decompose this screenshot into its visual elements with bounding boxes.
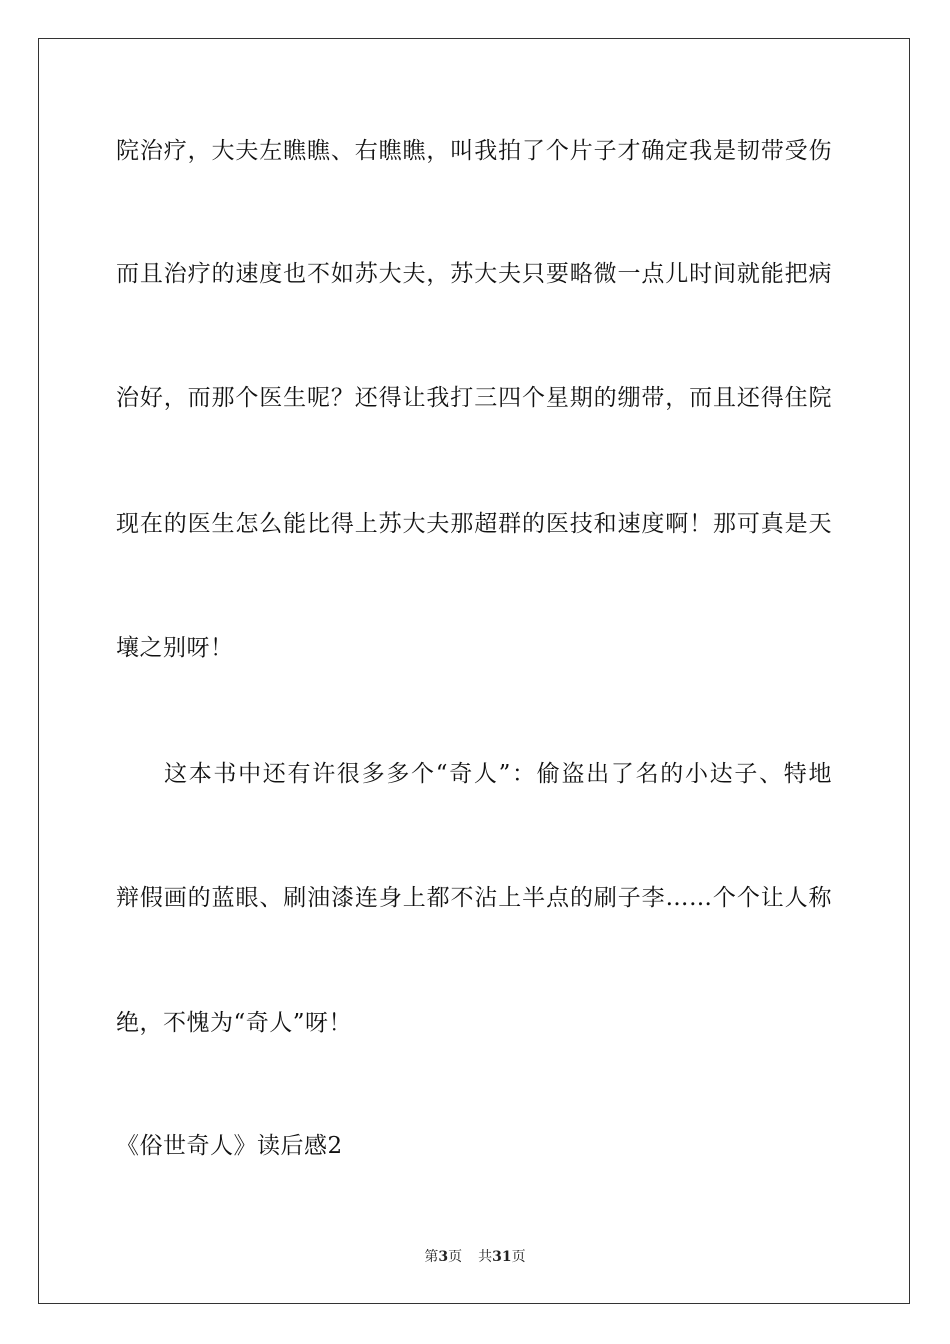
page-border [38,38,910,1304]
footer-total-suffix: 页 [511,1249,526,1265]
footer-total-prefix: 共 [478,1249,493,1265]
body-line-4: 现在的医生怎么能比得上苏大夫那超群的医技和速度啊！那可真是天 [116,511,832,537]
body-line-7: 辩假画的蓝眼、刷油漆连身上都不沾上半点的刷子李……个个让人称 [116,885,832,911]
body-line-1: 院治疗，大夫左瞧瞧、右瞧瞧，叫我拍了个片子才确定我是韧带受伤 [116,138,832,164]
body-line-5: 壤之别呀！ [116,635,234,661]
body-line-8: 绝，不愧为“奇人”呀！ [116,1010,353,1036]
body-line-6: 这本书中还有许很多多个“奇人”：偷盗出了名的小达子、特地 [164,761,832,787]
footer-page-suffix: 页 [448,1249,463,1265]
body-line-3: 治好，而那个医生呢？还得让我打三四个星期的绷带，而且还得住院 [116,385,832,411]
section-heading: 《俗世奇人》读后感2 [116,1133,343,1159]
footer-page-number: 3 [438,1249,449,1265]
footer-prefix: 第 [424,1249,439,1265]
footer-total-pages: 31 [492,1249,512,1265]
body-line-2: 而且治疗的速度也不如苏大夫，苏大夫只要略微一点儿时间就能把病 [116,261,832,287]
page-footer [0,1247,950,1267]
